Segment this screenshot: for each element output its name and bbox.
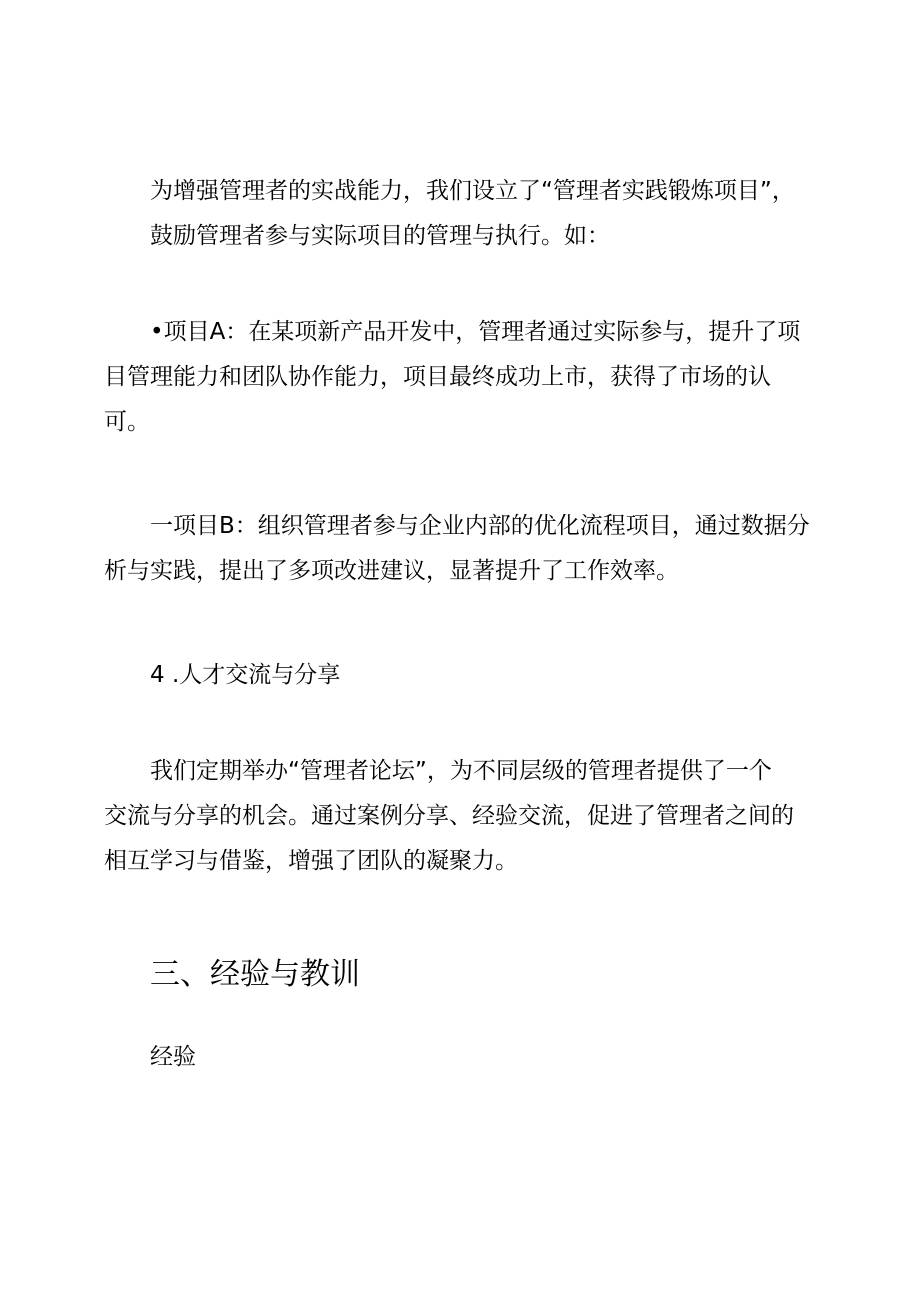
project-b-paragraph (104, 504, 810, 594)
subtitle-text: 经验 (150, 1044, 196, 1070)
experience-subtitle (150, 1035, 810, 1080)
section-title-text: 4 .人才交流与分享 (150, 662, 341, 688)
text-line: 相互学习与借鉴，增强了团队的凝聚力。 (104, 848, 518, 874)
text-line: 目管理能力和团队协作能力，项目最终成功上市，获得了市场的认 (104, 364, 771, 390)
project-a-paragraph (104, 310, 810, 445)
text-line: 一项目B：组织管理者参与企业内部的优化流程项目，通过数据分 (150, 513, 810, 539)
text-line: 析与实践，提出了多项改进建议，显著提升了工作效率。 (104, 558, 679, 584)
section-4-title (150, 653, 810, 698)
intro-paragraph (150, 169, 810, 259)
text-line: 为增强管理者的实战能力，我们设立了“管理者实践锻炼项目”， (150, 178, 795, 204)
text-line: •项目A：在某项新产品开发中，管理者通过实际参与，提升了项 (150, 319, 801, 345)
forum-paragraph (104, 749, 810, 884)
text-line: 交流与分享的机会。通过案例分享、经验交流，促进了管理者之间的 (104, 803, 794, 829)
text-line: 我们定期举办“管理者论坛”，为不同层级的管理者提供了一个 (150, 758, 772, 784)
section-3-heading: 三、经验与教训 (150, 957, 360, 992)
text-line: 可。 (104, 409, 150, 435)
text-line: 鼓励管理者参与实际项目的管理与执行。如： (150, 223, 610, 249)
